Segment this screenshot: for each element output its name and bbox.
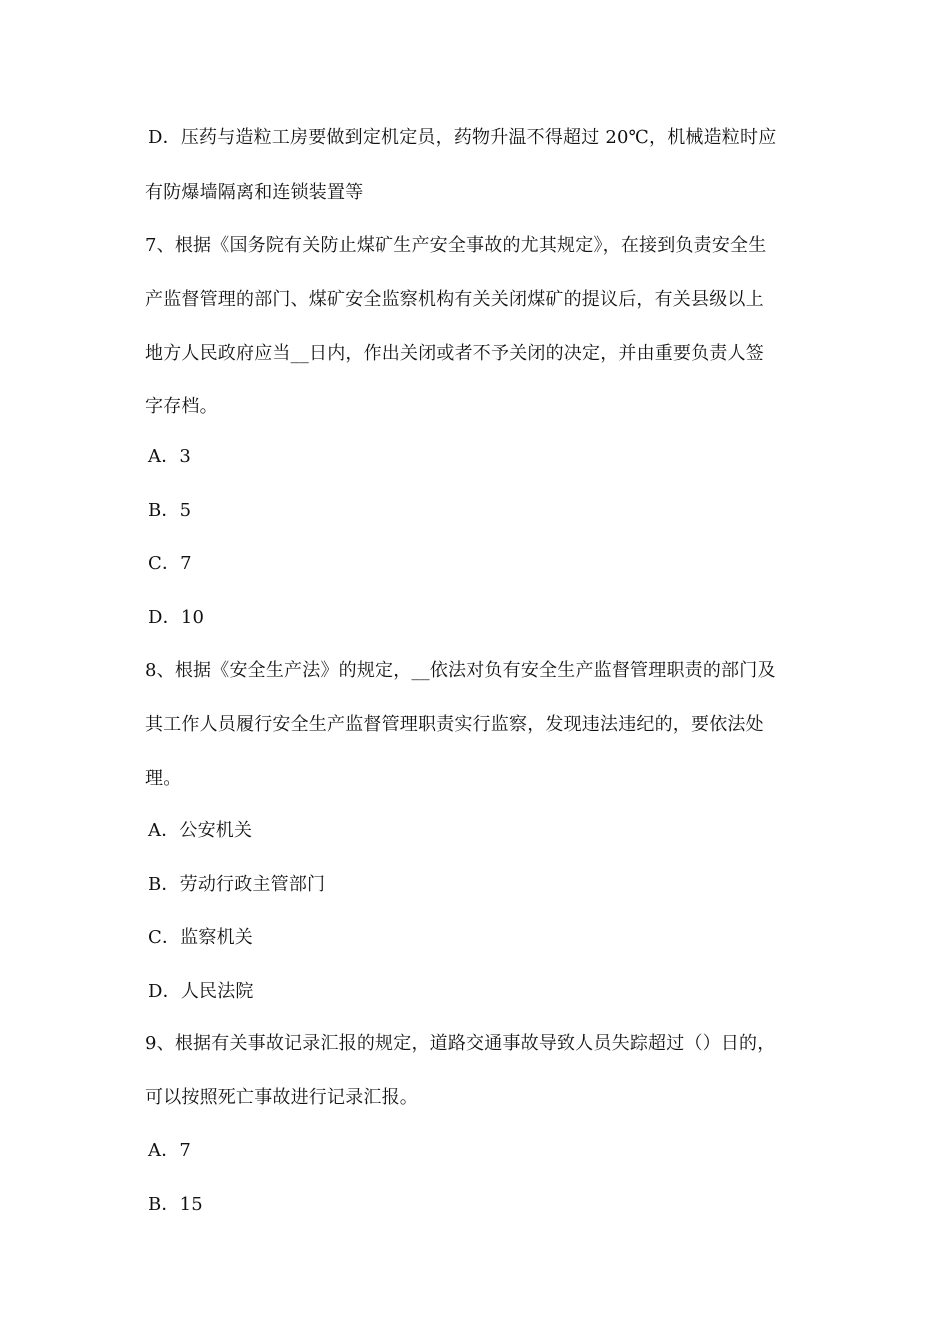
option-line: C．监察机关 bbox=[148, 927, 253, 948]
option-line: D．压药与造粒工房要做到定机定员，药物升温不得超过 20℃，机械造粒时应 bbox=[148, 127, 777, 148]
option-line: A．7 bbox=[148, 1140, 192, 1161]
text-line: 有防爆墙隔离和连锁装置等 bbox=[145, 182, 364, 203]
option-line: A．3 bbox=[148, 446, 192, 467]
text-line: 字存档。 bbox=[145, 396, 218, 417]
option-line: B．5 bbox=[148, 500, 192, 521]
option-line: B．劳动行政主管部门 bbox=[148, 874, 326, 895]
option-line: A．公安机关 bbox=[148, 820, 253, 841]
option-line: D．人民法院 bbox=[148, 981, 254, 1002]
text-line: 产监督管理的部门、煤矿安全监察机构有关关闭煤矿的提议后，有关县级以上 bbox=[145, 289, 764, 310]
text-line: 理。 bbox=[145, 768, 182, 789]
text-line: 其工作人员履行安全生产监督管理职责实行监察，发现违法违纪的，要依法处 bbox=[145, 714, 764, 735]
question-line: 9、根据有关事故记录汇报的规定，道路交通事故导致人员失踪超过（）日的， bbox=[145, 1033, 776, 1054]
text-line: 地方人民政府应当__日内，作出关闭或者不予关闭的决定，并由重要负责人签 bbox=[145, 343, 764, 364]
option-line: D．10 bbox=[148, 607, 205, 628]
question-line: 8、根据《安全生产法》的规定，__依法对负有安全生产监督管理职责的部门及 bbox=[145, 660, 776, 681]
question-line: 7、根据《国务院有关防止煤矿生产安全事故的尤其规定》，在接到负责安全生 bbox=[145, 235, 767, 256]
option-line: C．7 bbox=[148, 553, 192, 574]
text-line: 可以按照死亡事故进行记录汇报。 bbox=[145, 1087, 418, 1108]
option-line: B．15 bbox=[148, 1194, 203, 1215]
